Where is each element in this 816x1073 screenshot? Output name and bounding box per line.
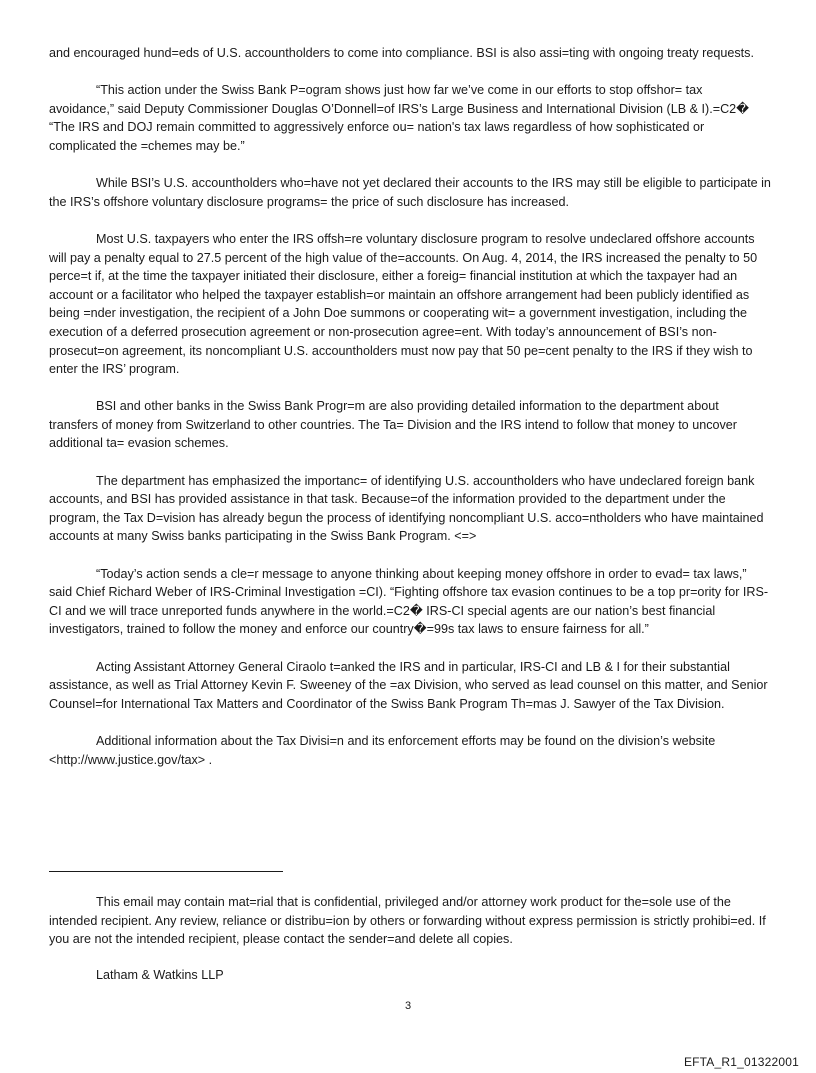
paragraph-additional-info: Additional information about the Tax Divisi=n and its enforcement efforts may be found on the division’s website <http://www.justice.gov/tax> . xyxy=(49,733,716,767)
firm-name: Latham & Watkins LLP xyxy=(96,968,224,982)
page-number: 3 xyxy=(404,1000,412,1012)
document-body xyxy=(49,44,771,788)
paragraph-acknowledgements: Acting Assistant Attorney General Ciraolo t=anked the IRS and in particular, IRS-CI and LB & I for their substantial assistance, as well as Trial Attorney Kevin F. Sweeney of the =ax Division, who served as lead counsel on this matter, and Senior Counsel=for International Tax Matters and Coordinator of the Swiss Bank Program Th=mas J. Sawyer of the Tax Division. xyxy=(49,659,768,711)
paragraph-identification: The department has emphasized the importanc= of identifying U.S. accountholders who have undeclared foreign bank accounts, and BSI has provided assistance in that task. Because=of the information provided to the department under the program, the Tax D=vision has already begun the process of identifying noncompliant U.S. acco=ntholders who have maintained accounts at many Swiss banks participating in the Swiss Bank Program. <=> xyxy=(49,473,764,544)
paragraph-weber-quote: “Today’s action sends a cle=r message to anyone thinking about keeping money offshore in order to evad= tax laws,” said Chief Richard Weber of IRS-Criminal Investigation =CI). “Fighting offshore tax evasion continues to be a top pr=ority for IRS-CI and we will trace unreported funds anywhere in the world.=C2� IRS-CI special agents are our nation’s best financial investigators, trained to follow the money and enforce our country�=99s tax laws to ensure fairness for all.” xyxy=(49,566,769,637)
paragraph-continuation: and encouraged hund=eds of U.S. accountholders to come into compliance. BSI is also assi=ting with ongoing treaty requests. xyxy=(49,46,754,60)
email-footer xyxy=(49,893,771,967)
paragraph-voluntary-disclosure: While BSI’s U.S. accountholders who=have not yet declared their accounts to the IRS may still be eligible to participate in the IRS’s offshore voluntary disclosure programs= the price of such disclosure has increased. xyxy=(49,176,771,209)
paragraph-money-transfers: BSI and other banks in the Swiss Bank Progr=m are also providing detailed information to the department about transfers of money from Switzerland to other countries. The Ta= Division and the IRS intend to follow that money to uncover additional ta= evasion schemes. xyxy=(49,399,737,451)
bates-number: EFTA_R1_01322001 xyxy=(683,1055,799,1069)
confidentiality-disclaimer: This email may contain mat=rial that is confidential, privileged and/or attorney work product for the=sole use of the intended recipient. Any review, reliance or distribu=ion by others or forwarding without express permission is strictly prohibi=ed. If you are not the intended recipient, please contact the sender=and delete all copies. xyxy=(49,895,766,947)
paragraph-penalty: Most U.S. taxpayers who enter the IRS offsh=re voluntary disclosure program to resolve undeclared offshore accounts will pay a penalty equal to 27.5 percent of the high value of the=accounts. On Aug. 4, 2014, the IRS increased the penalty to 50 perce=t if, at the time the taxpayer initiated their disclosure, either a foreig= financial institution at which the taxpayer had an account or a facilitator who helped the taxpayer establish=or maintain an offshore arrangement had been publicly identified as being =nder investigation, the recipient of a John Doe summons or cooperating wit= a government investigation, including the execution of a deferred prosecution agreement or non-prosecution agree=ent. With today’s announcement of BSI’s non-prosecut=on agreement, its noncompliant U.S. accountholders must now pay that 50 pe=cent penalty to the IRS if they wish to enter the IRS’ program. xyxy=(49,231,758,377)
paragraph-odonnell-quote: “This action under the Swiss Bank P=ogram shows just how far we’ve come in our efforts to stop offshor= tax avoidance,” said Deputy Commissioner Douglas O’Donnell=of IRS’s Large Business and International Division (LB & I).=C2� “The IRS and DOJ remain committed to aggressively enforce ou= nation's tax laws regardless of how sophisticated or complicated the =chemes may be.” xyxy=(49,83,750,153)
footer-divider xyxy=(49,871,283,872)
